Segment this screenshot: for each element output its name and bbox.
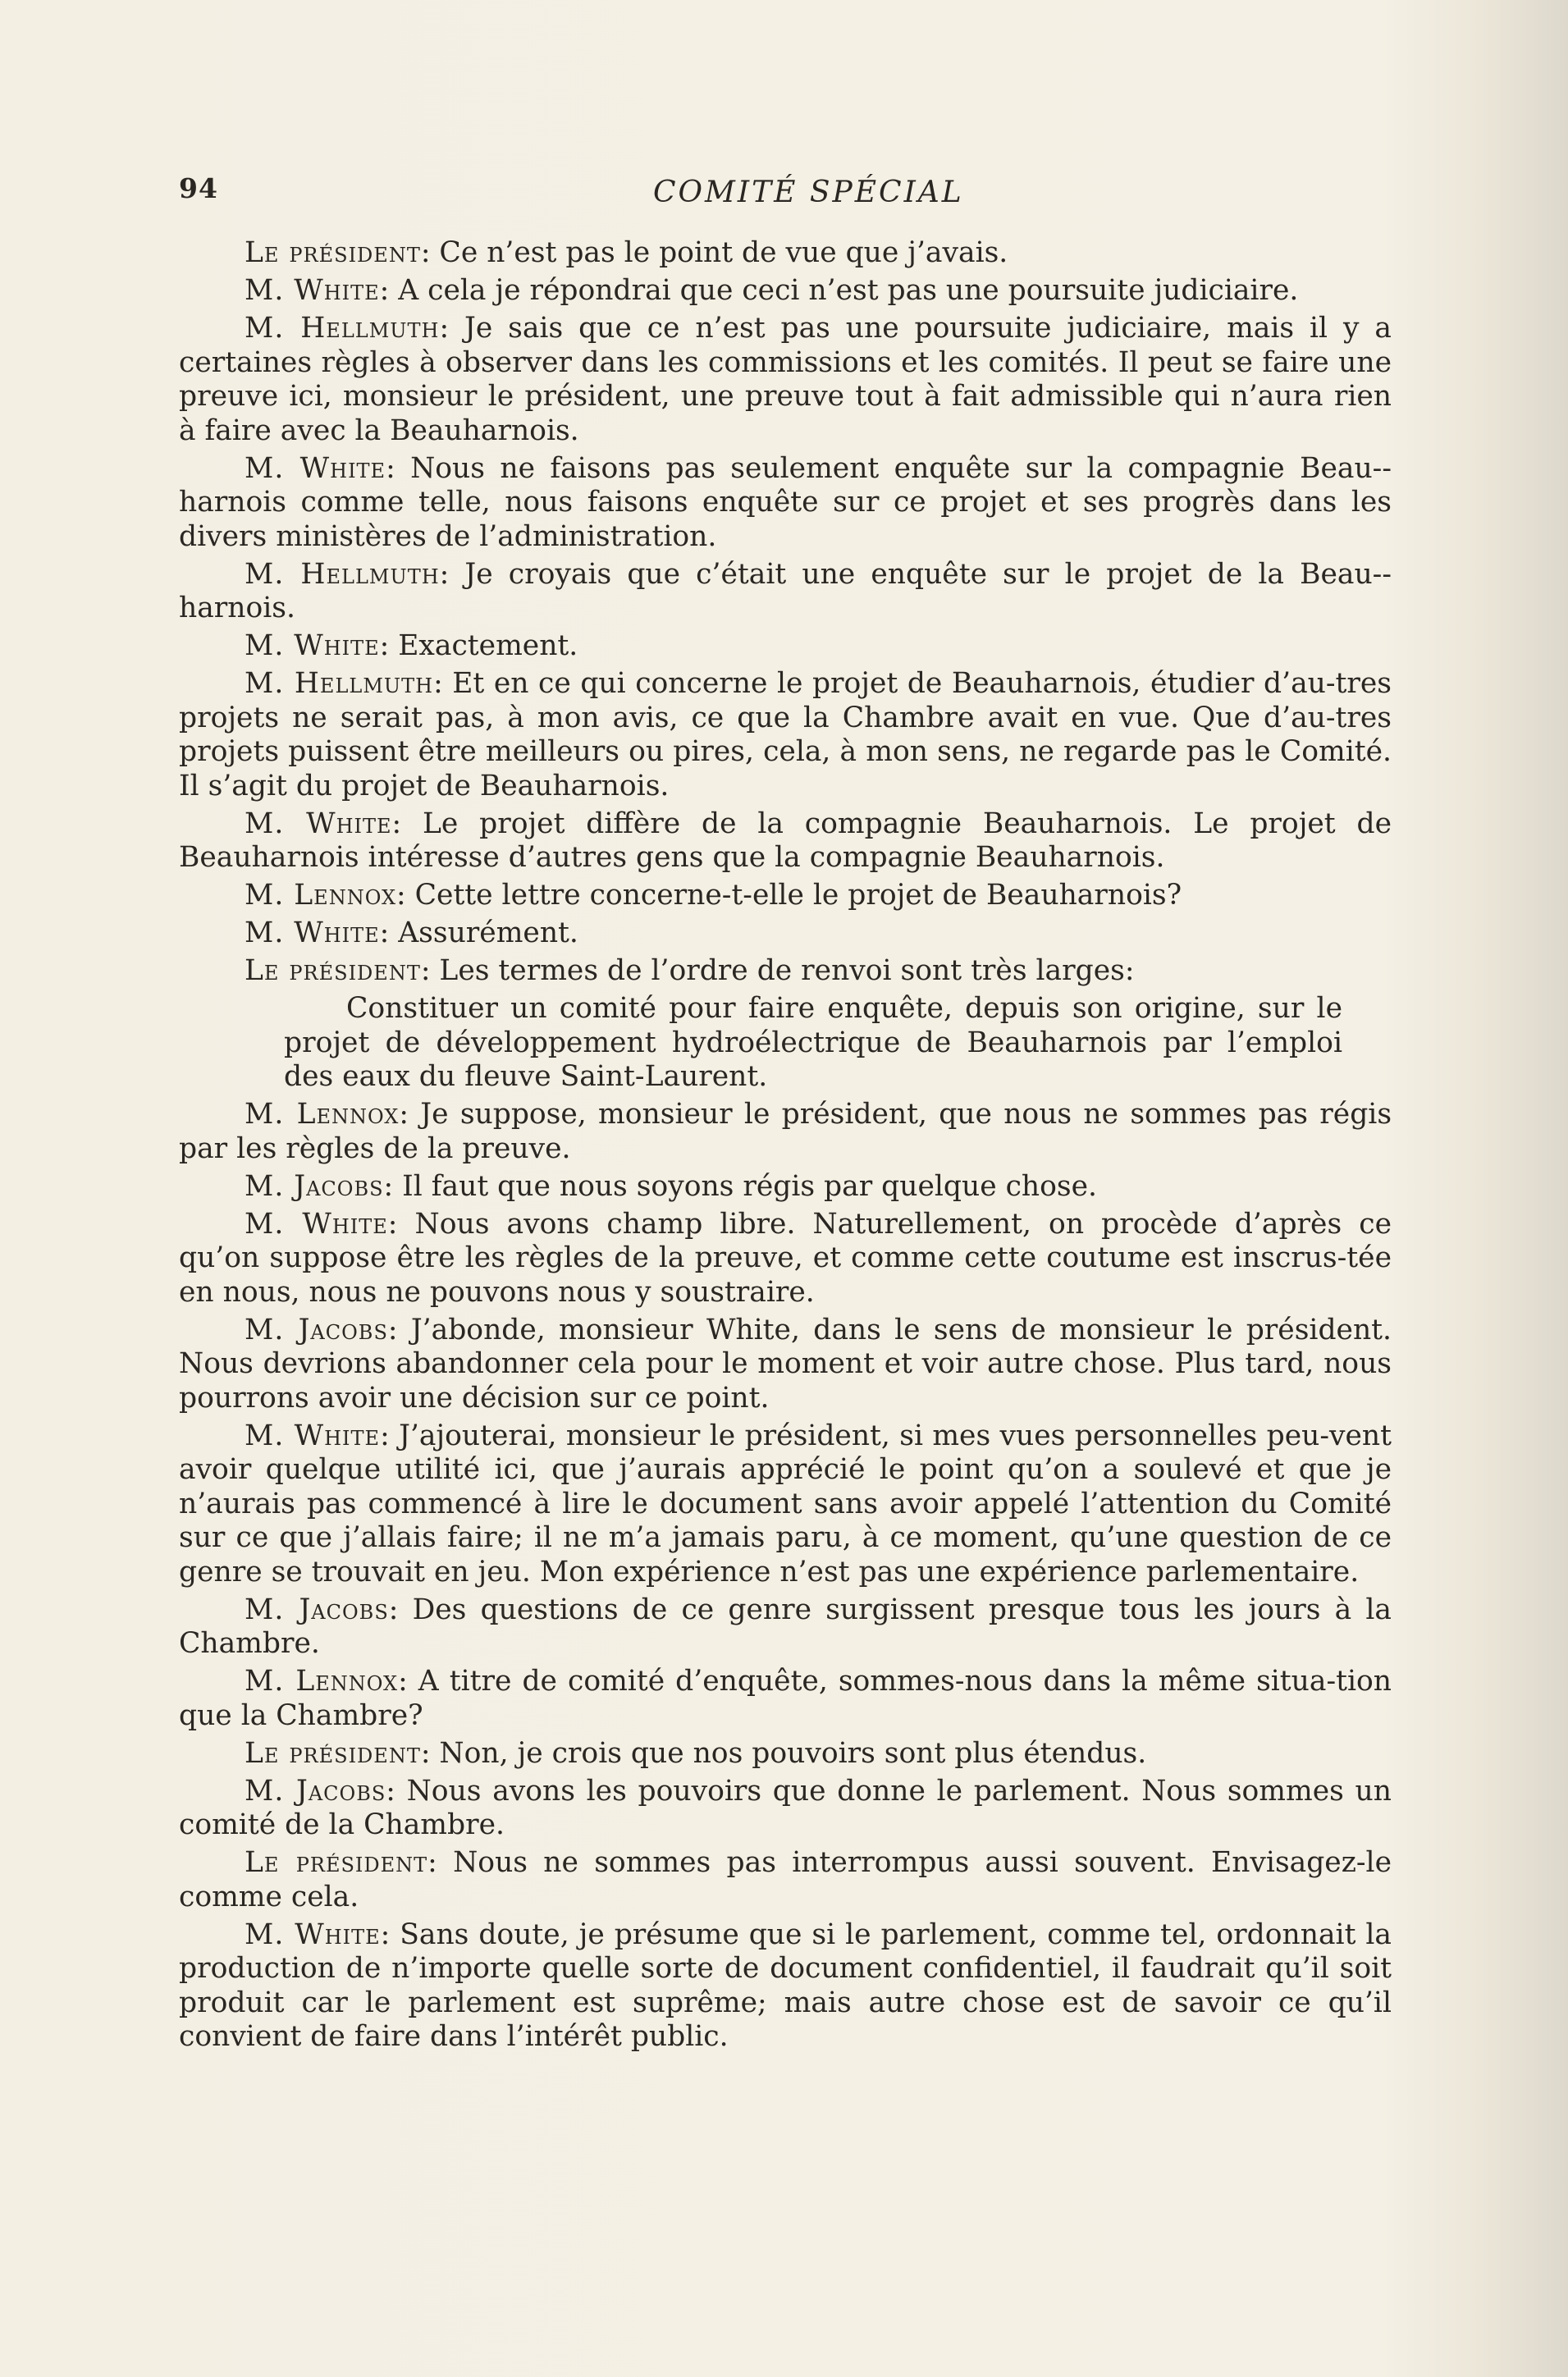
paragraph-text: Nous avons champ libre. Naturellement, on procède d’après ce qu’on suppose être les règles de la preuve, et comme cette coutume est inscrus-tée en nous, nous ne pouvons nous y soustraire. xyxy=(179,1207,1392,1309)
paragraph: M. White: A cela je répondrai que ceci n’est pas une poursuite judiciaire. xyxy=(245,274,1299,307)
paragraph: Le président: Non, je crois que nos pouvoirs sont plus étendus. xyxy=(245,1736,1147,1770)
paragraph: Le président: Ce n’est pas le point de vue que j’avais. xyxy=(245,236,1008,269)
speaker-name: M. Lennox xyxy=(245,1098,400,1131)
speaker-name: Le président xyxy=(245,954,421,987)
speaker-name: M. Jacobs xyxy=(245,1774,386,1808)
paragraph: M. Hellmuth: Je sais que ce n’est pas une poursuite judiciaire, mais il y a certaines règles à observer dans les commissions et les comités. Il peut se faire une preuve ici, monsieur le président, une preuve tout à fait admissible qui n’aura rien à faire avec la Beauharnois. xyxy=(179,312,1392,447)
paragraph-text: J’ajouterai, monsieur le président, si mes vues personnelles peu-vent avoir quelque utilité ici, que j’aurais apprécié le point qu’on a soulevé et que je n’aurais pas commencé à lire le document sans avoir appelé l’attention du Comité sur ce que j’allais faire; il ne m’a jamais paru, à ce moment, qu’une question de ce genre se trouvait en jeu. Mon expérience n’est pas une expérience parlementaire. xyxy=(179,1419,1392,1588)
speaker-name: M. Lennox xyxy=(245,879,397,912)
block-quote: Constituer un comité pour faire enquête, depuis son origine, sur le projet de développement hydroélectrique de Beauharnois par l’emploi des eaux du fleuve Saint-Laurent. xyxy=(284,992,1342,1093)
speaker-name: Le président xyxy=(245,236,421,269)
paragraph: Le président: Nous ne sommes pas interrompus aussi souvent. Envisagez-le comme cela. xyxy=(179,1846,1392,1913)
paragraph: M. White: Nous ne faisons pas seulement enquête sur la compagnie Beau-harnois comme telle, nous faisons enquête sur ce projet et ses progrès dans les divers ministères de l’administration. xyxy=(179,451,1392,553)
paragraph-text: Non, je crois que nos pouvoirs sont plus étendus. xyxy=(439,1736,1147,1770)
paragraph-text: Nous ne sommes pas interrompus aussi souvent. Envisagez-le comme cela. xyxy=(179,1846,1392,1913)
paragraph: M. White: Exactement. xyxy=(245,629,578,662)
paragraph-text: Je suppose, monsieur le président, que nous ne sommes pas régis par les règles de la preuve. xyxy=(179,1098,1392,1165)
speaker-name: Le président xyxy=(245,1736,421,1770)
speaker-name: M. Jacobs xyxy=(245,1169,384,1203)
paragraph: M. Lennox: A titre de comité d’enquête, sommes-nous dans la même situa-tion que la Chambre? xyxy=(179,1665,1392,1732)
speaker-name: M. White xyxy=(245,1207,388,1241)
paragraph: M. Hellmuth: Je croyais que c’était une enquête sur le projet de la Beau-harnois. xyxy=(179,557,1392,624)
paragraph: M. Jacobs: J’abonde, monsieur White, dans le sens de monsieur le président. Nous devrions abandonner cela pour le moment et voir autre chose. Plus tard, nous pourrons avoir une décision sur ce point. xyxy=(179,1313,1392,1415)
speaker-name: M. White xyxy=(245,451,386,485)
speaker-name: M. Hellmuth xyxy=(245,557,440,591)
paragraph-text: Je croyais que c’était une enquête sur le projet de la Beau-harnois. xyxy=(179,557,1392,624)
paragraph: M. Jacobs: Nous avons les pouvoirs que donne le parlement. Nous sommes un comité de la Chambre. xyxy=(179,1774,1392,1841)
speaker-name: M. Hellmuth xyxy=(245,667,434,700)
speaker-name: M. Lennox xyxy=(245,1665,399,1698)
paragraph-text: Nous avons les pouvoirs que donne le parlement. Nous sommes un comité de la Chambre. xyxy=(179,1774,1392,1841)
paragraph-text: A cela je répondrai que ceci n’est pas une poursuite judiciaire. xyxy=(398,274,1299,307)
speaker-name: M. Hellmuth xyxy=(245,312,440,345)
speaker-name: M. Jacobs xyxy=(245,1593,389,1626)
paragraph-text: Nous ne faisons pas seulement enquête sur la compagnie Beau-harnois comme telle, nous faisons enquête sur ce projet et ses progrès dans les divers ministères de l’administration. xyxy=(179,451,1392,553)
paragraph-text: Les termes de l’ordre de renvoi sont très larges: xyxy=(439,954,1135,987)
paragraph-text: J’abonde, monsieur White, dans le sens de monsieur le président. Nous devrions abandonner cela pour le moment et voir autre chose. Plus tard, nous pourrons avoir une décision sur ce point. xyxy=(179,1313,1392,1415)
paragraph-text: Et en ce qui concerne le projet de Beauharnois, étudier d’au-tres projets ne serait pas, à mon avis, ce que la Chambre avait en vue. Que d’au-tres projets puissent être meilleurs ou pires, cela, à mon sens, ne regarde pas le Comité. Il s’agit du projet de Beauharnois. xyxy=(179,667,1392,802)
paragraph-text: Des questions de ce genre surgissent presque tous les jours à la Chambre. xyxy=(179,1593,1392,1660)
paragraph-text: Assurément. xyxy=(398,917,578,949)
paragraph-text: Exactement. xyxy=(398,629,578,662)
paragraph: M. White: Nous avons champ libre. Naturellement, on procède d’après ce qu’on suppose être les règles de la preuve, et comme cette coutume est inscrus-tée en nous, nous ne pouvons nous y soustraire. xyxy=(179,1207,1392,1309)
paragraph-text: Je sais que ce n’est pas une poursuite judiciaire, mais il y a certaines règles à observer dans les commissions et les comités. Il peut se faire une preuve ici, monsieur le président, une preuve tout à fait admissible qui n’aura rien à faire avec la Beauharnois. xyxy=(179,312,1392,447)
paragraph: M. White: J’ajouterai, monsieur le président, si mes vues personnelles peu-vent avoir quelque utilité ici, que j’aurais apprécié le point qu’on a soulevé et que je n’aurais pas commencé à lire le document sans avoir appelé l’attention du Comité sur ce que j’allais faire; il ne m’a jamais paru, à ce moment, qu’une question de ce genre se trouvait en jeu. Mon expérience n’est pas une expérience parlementaire. xyxy=(179,1419,1392,1588)
paragraph: M. Lennox: Cette lettre concerne-t-elle le projet de Beauharnois? xyxy=(245,879,1182,912)
page-body xyxy=(179,236,1392,2058)
paragraph-text: Il faut que nous soyons régis par quelque chose. xyxy=(402,1169,1098,1203)
paragraph: M. Jacobs: Il faut que nous soyons régis par quelque chose. xyxy=(245,1169,1098,1203)
paragraph: M. White: Sans doute, je présume que si le parlement, comme tel, ordonnait la production de n’importe quelle sorte de document confidentiel, il faudrait qu’il soit produit car le parlement est suprême; mais autre chose est de savoir ce qu’il convient de faire dans l’intérêt public. xyxy=(179,1918,1392,2053)
paragraph: M. Lennox: Je suppose, monsieur le président, que nous ne sommes pas régis par les règles de la preuve. xyxy=(179,1098,1392,1165)
paragraph-text: Cette lettre concerne-t-elle le projet de Beauharnois? xyxy=(414,879,1182,912)
speaker-name: M. White xyxy=(245,1918,381,1951)
paragraph: M. White: Le projet diffère de la compagnie Beauharnois. Le projet de Beauharnois intéresse d’autres gens que la compagnie Beauharnois. xyxy=(179,807,1392,874)
paragraph-text: Sans doute, je présume que si le parlement, comme tel, ordonnait la production de n’importe quelle sorte de document confidentiel, il faudrait qu’il soit produit car le parlement est suprême; mais autre chose est de savoir ce qu’il convient de faire dans l’intérêt public. xyxy=(179,1918,1392,2053)
speaker-name: M. White xyxy=(245,629,380,662)
speaker-name: M. Jacobs xyxy=(245,1313,388,1346)
page-number: 94 xyxy=(179,172,218,204)
page-header xyxy=(0,172,1568,222)
speaker-name: M. White xyxy=(245,274,380,307)
paragraph: M. White: Assurément. xyxy=(245,917,578,949)
running-title: COMITÉ SPÉCIAL xyxy=(653,176,964,209)
paragraph: Le président: Les termes de l’ordre de renvoi sont très larges: xyxy=(245,954,1135,987)
speaker-name: M. White xyxy=(245,1419,381,1452)
paragraph-text: A titre de comité d’enquête, sommes-nous dans la même situa-tion que la Chambre? xyxy=(179,1665,1392,1732)
paragraph: M. Jacobs: Des questions de ce genre surgissent presque tous les jours à la Chambre. xyxy=(179,1593,1392,1660)
speaker-name: M. White xyxy=(245,917,380,949)
paragraph: M. Hellmuth: Et en ce qui concerne le projet de Beauharnois, étudier d’au-tres projets ne serait pas, à mon avis, ce que la Chambre avait en vue. Que d’au-tres projets puissent être meilleurs ou pires, cela, à mon sens, ne regarde pas le Comité. Il s’agit du projet de Beauharnois. xyxy=(179,667,1392,802)
speaker-name: Le président xyxy=(245,1846,428,1879)
speaker-name: M. White xyxy=(245,807,392,840)
paragraph-text: Ce n’est pas le point de vue que j’avais. xyxy=(439,236,1008,269)
paragraph-text: Le projet diffère de la compagnie Beauharnois. Le projet de Beauharnois intéresse d’autres gens que la compagnie Beauharnois. xyxy=(179,807,1392,874)
